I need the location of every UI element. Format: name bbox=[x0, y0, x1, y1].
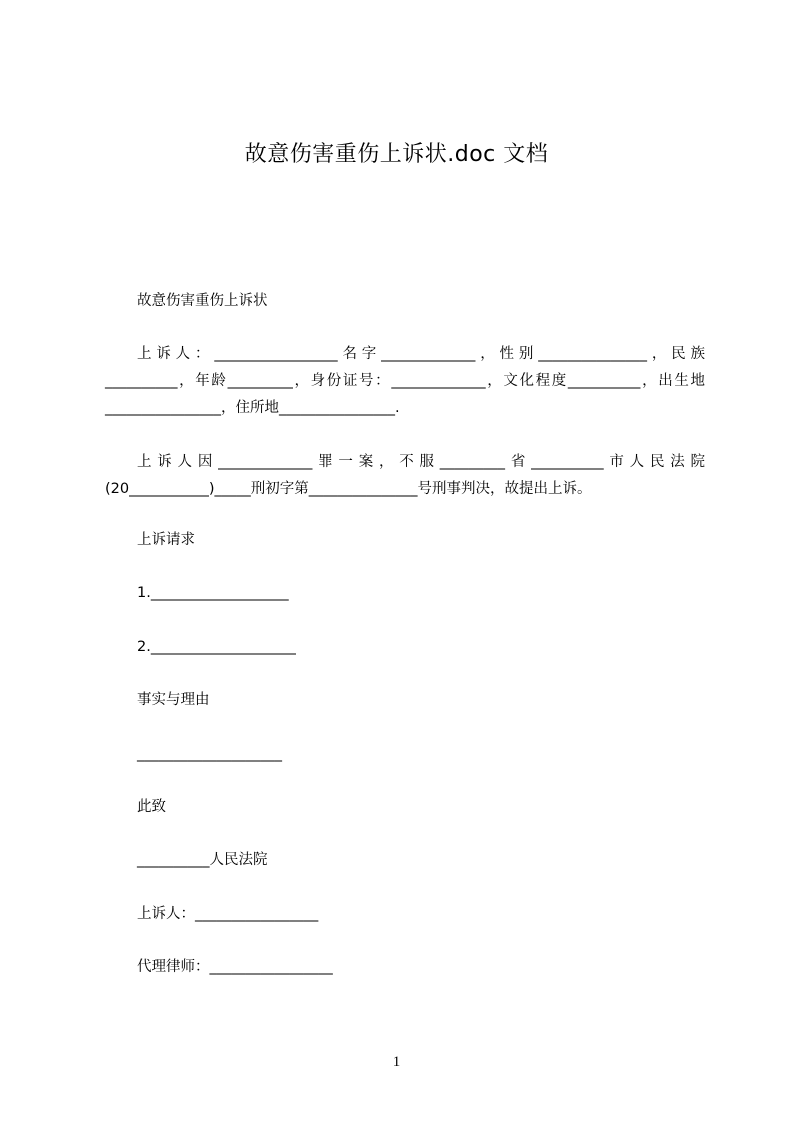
lawyer-signature-line: 代理律师：_________________ bbox=[137, 959, 333, 975]
court-name-line: __________人民法院 bbox=[137, 852, 268, 868]
closing-salutation: 此致 bbox=[137, 799, 166, 815]
request-heading: 上诉请求 bbox=[137, 532, 195, 548]
request-item-2: 2.____________________ bbox=[137, 639, 296, 655]
appellant-info-paragraph: 上诉人：_________________名字_____________，性别_______________，民族__________，年龄_________，身份证号：_____________，文化程度__________，出生地________________，住所地________________. bbox=[105, 346, 705, 416]
appeal-reason-paragraph: 上诉人因_____________罪一案，不服_________省__________市人民法院(20___________)_____刑初字第_______________号刑事判决，故提出上诉。 bbox=[105, 454, 705, 497]
appellant-signature-line: 上诉人：_________________ bbox=[137, 906, 319, 922]
document-heading: 故意伤害重伤上诉状 bbox=[137, 293, 268, 309]
document-title: 故意伤害重伤上诉状.doc 文档 bbox=[244, 142, 549, 167]
request-item-1: 1.___________________ bbox=[137, 585, 289, 601]
facts-blank-line: ____________________ bbox=[137, 746, 282, 762]
facts-heading: 事实与理由 bbox=[137, 692, 210, 708]
page-number: 1 bbox=[392, 1054, 401, 1070]
